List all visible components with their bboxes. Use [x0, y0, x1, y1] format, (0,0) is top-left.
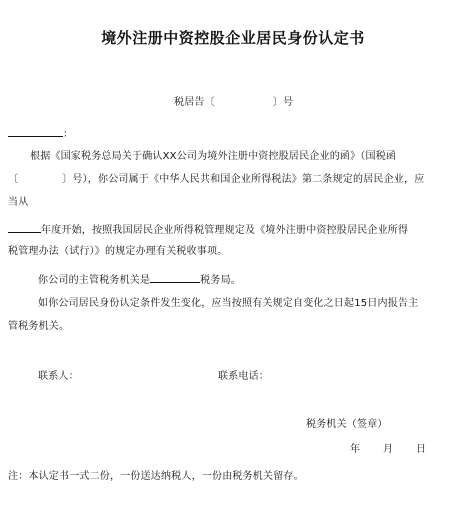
doc-number-suffix: 〕号 — [272, 97, 294, 108]
para2-line2: 税管理办法（试行）》的规定办理有关税收事项。 — [8, 246, 228, 257]
year-blank — [8, 222, 41, 233]
para4-line2: 管税务机关。 — [8, 321, 70, 332]
addressee-blank — [8, 126, 63, 137]
para3-suffix: 税务局。 — [200, 275, 242, 286]
date-year-label: 年 — [350, 444, 361, 455]
tax-authority-blank — [150, 272, 200, 283]
para2-line1 — [8, 222, 408, 237]
contact-phone-label: 联系电话： — [218, 371, 269, 382]
date-month-label: 月 — [383, 444, 394, 455]
contact-person-label: 联系人： — [38, 371, 79, 382]
para4-line1: 如你公司居民身份认定条件发生变化，应当按照有关规定自变化之日起15日内报告主 — [38, 298, 419, 309]
addressee-colon: ： — [63, 129, 74, 140]
para3-prefix: 你公司的主管税务机关是 — [38, 275, 151, 286]
date-day-label: 日 — [416, 444, 427, 455]
para1-bracket-open: 〔 — [8, 174, 19, 185]
footnote: 注：本认定书一式二份，一份送达纳税人，一份由税务机关留存。 — [8, 471, 304, 482]
document-number — [174, 96, 293, 109]
para1-line3: 当从 — [8, 197, 29, 208]
tax-authority-seal: 税务机关（签章） — [306, 419, 388, 430]
para1-line2 — [8, 173, 424, 186]
para2-line1-text: 年度开始，按照我国居民企业所得税管理规定及《境外注册中资控股居民企业所得 — [41, 225, 409, 236]
para3-line — [38, 272, 241, 287]
para1-line1: 根据《国家税务总局关于确认XX公司为境外注册中资控股居民企业的函》（国税函 — [30, 151, 397, 162]
addressee-line — [8, 126, 73, 141]
para1-line2-text: 〕号），你公司属于《中华人民共和国企业所得税法》第二条规定的居民企业，应 — [62, 174, 425, 185]
doc-number-prefix: 税居告〔 — [174, 97, 215, 108]
document-title: 境外注册中资控股企业居民身份认定书 — [101, 29, 365, 47]
